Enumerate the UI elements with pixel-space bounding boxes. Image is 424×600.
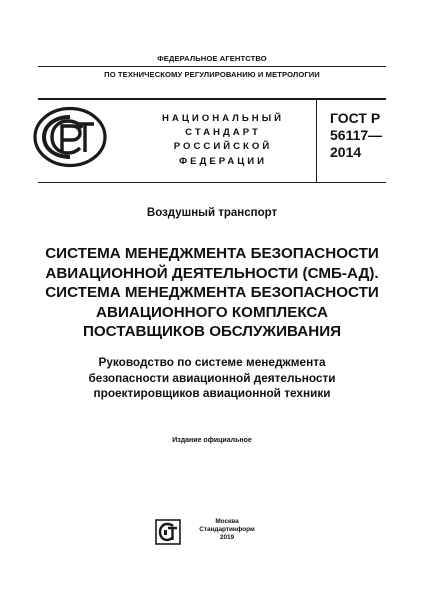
edition-label: Издание официальное [172, 437, 252, 444]
title-line: АВИАЦИОННОЙ ДЕЯТЕЛЬНОСТИ (СМБ-АД). [45, 264, 379, 282]
national-line: НАЦИОНАЛЬНЫЙ [161, 113, 285, 124]
national-line: РОССИЙСКОЙ [173, 141, 273, 153]
subject-heading: Воздушный транспорт [146, 207, 278, 219]
gost-line: ГОСТ Р [330, 110, 381, 126]
publisher-text [187, 518, 267, 542]
publisher-line: Москва [215, 518, 239, 525]
header-divider-top [38, 66, 386, 67]
standard-block-vertical-divider [316, 99, 317, 182]
publisher-line: Стандартинформ [199, 526, 255, 533]
subtitle-line: проектировщиков авиационной техники [93, 386, 331, 400]
subtitle-line: Руководство по системе менеджмента [98, 355, 326, 369]
national-line: СТАНДАРТ [185, 127, 261, 139]
title-line: ПОСТАВЩИКОВ ОБСЛУЖИВАНИЯ [82, 323, 342, 340]
gost-line: 2014 [330, 144, 362, 160]
gost-r-emblem-icon [32, 106, 108, 168]
standard-block-divider-top [38, 98, 386, 100]
title-line: АВИАЦИОННОГО КОМПЛЕКСА [96, 303, 328, 321]
national-line: ФЕДЕРАЦИИ [178, 155, 268, 167]
gost-line: 56117— [330, 127, 383, 143]
title-line: СИСТЕМА МЕНЕДЖМЕНТА БЕЗОПАСНОСТИ [45, 284, 379, 301]
document-subtitle [20, 355, 404, 402]
publisher-line: 2019 [219, 534, 235, 541]
agency-line-2: ПО ТЕХНИЧЕСКОМУ РЕГУЛИРОВАНИЮ И МЕТРОЛОГИИ [104, 70, 320, 79]
agency-line-1: ФЕДЕРАЛЬНОЕ АГЕНТСТВО [157, 54, 267, 63]
title-line: СИСТЕМА МЕНЕДЖМЕНТА БЕЗОПАСНОСТИ [45, 245, 379, 262]
standard-block-divider-bottom [38, 182, 386, 183]
document-title [20, 244, 404, 342]
subtitle-line: безопасности авиационной деятельности [88, 370, 336, 385]
standartinform-logo-icon [155, 519, 181, 545]
publisher-block [155, 518, 275, 548]
gost-designation [330, 110, 382, 161]
national-standard-label [148, 112, 298, 169]
